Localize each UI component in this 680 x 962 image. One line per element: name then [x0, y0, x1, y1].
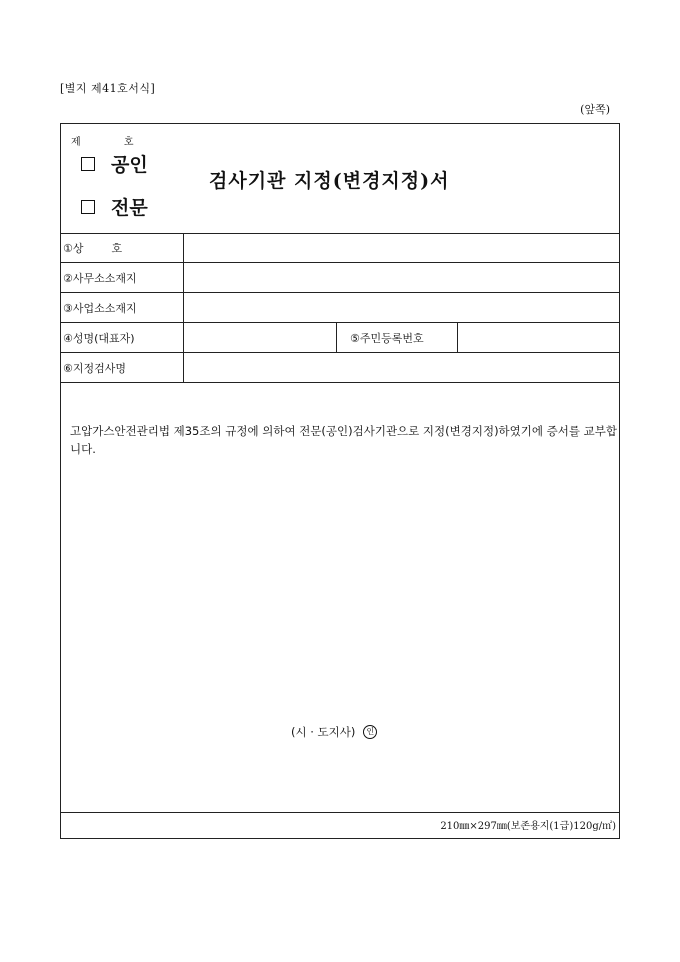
row-company-name [61, 233, 619, 263]
row-business-address [61, 293, 619, 323]
field-business-address[interactable] [184, 293, 619, 322]
option-certified[interactable] [81, 150, 148, 177]
page-side-label: (앞쪽) [580, 103, 610, 116]
row-representative [61, 323, 619, 353]
option-specialized-label: 전문 [111, 197, 148, 219]
certificate-body-text: 고압가스안전관리법 제35조의 규정에 의하여 전문(공인)검사기관으로 지정(변경지정)하였기에 증서를 교부합니다. [70, 424, 617, 456]
field-inspection-name[interactable] [184, 353, 619, 382]
field-resident-id[interactable] [458, 323, 619, 352]
number-label: 제 호 [71, 137, 154, 148]
field-representative[interactable] [184, 323, 336, 352]
certificate-header [61, 124, 619, 234]
checkbox-certified[interactable] [81, 157, 95, 171]
label-company-name-text: ①상 호 [63, 241, 123, 255]
label-resident-id: ⑤주민등록번호 [336, 323, 458, 352]
certificate-frame [60, 123, 620, 839]
field-company-name[interactable] [184, 233, 619, 262]
checkbox-specialized[interactable] [81, 200, 95, 214]
document-title: 검사기관 지정(변경지정)서 [209, 170, 450, 192]
row-office-address [61, 263, 619, 293]
option-certified-label: 공인 [111, 154, 148, 176]
paper-spec: 210㎜×297㎜(보존용지(1급)120g/㎡) [440, 821, 616, 832]
label-representative: ④성명(대표자) [61, 323, 184, 352]
seal-icon: 인 [363, 725, 377, 739]
form-number-label: [별지 제41호서식] [60, 82, 156, 95]
label-inspection-name: ⑥지정검사명 [61, 353, 184, 382]
label-company-name [61, 233, 184, 262]
option-specialized[interactable] [81, 193, 148, 220]
label-office-address: ②사무소소재지 [61, 263, 184, 292]
issuer-label: (시 · 도지사) [291, 725, 356, 739]
label-business-address: ③사업소소재지 [61, 293, 184, 322]
footer-divider [61, 812, 619, 813]
row-inspection-name [61, 353, 619, 383]
field-office-address[interactable] [184, 263, 619, 292]
issuer-signature [291, 724, 377, 740]
